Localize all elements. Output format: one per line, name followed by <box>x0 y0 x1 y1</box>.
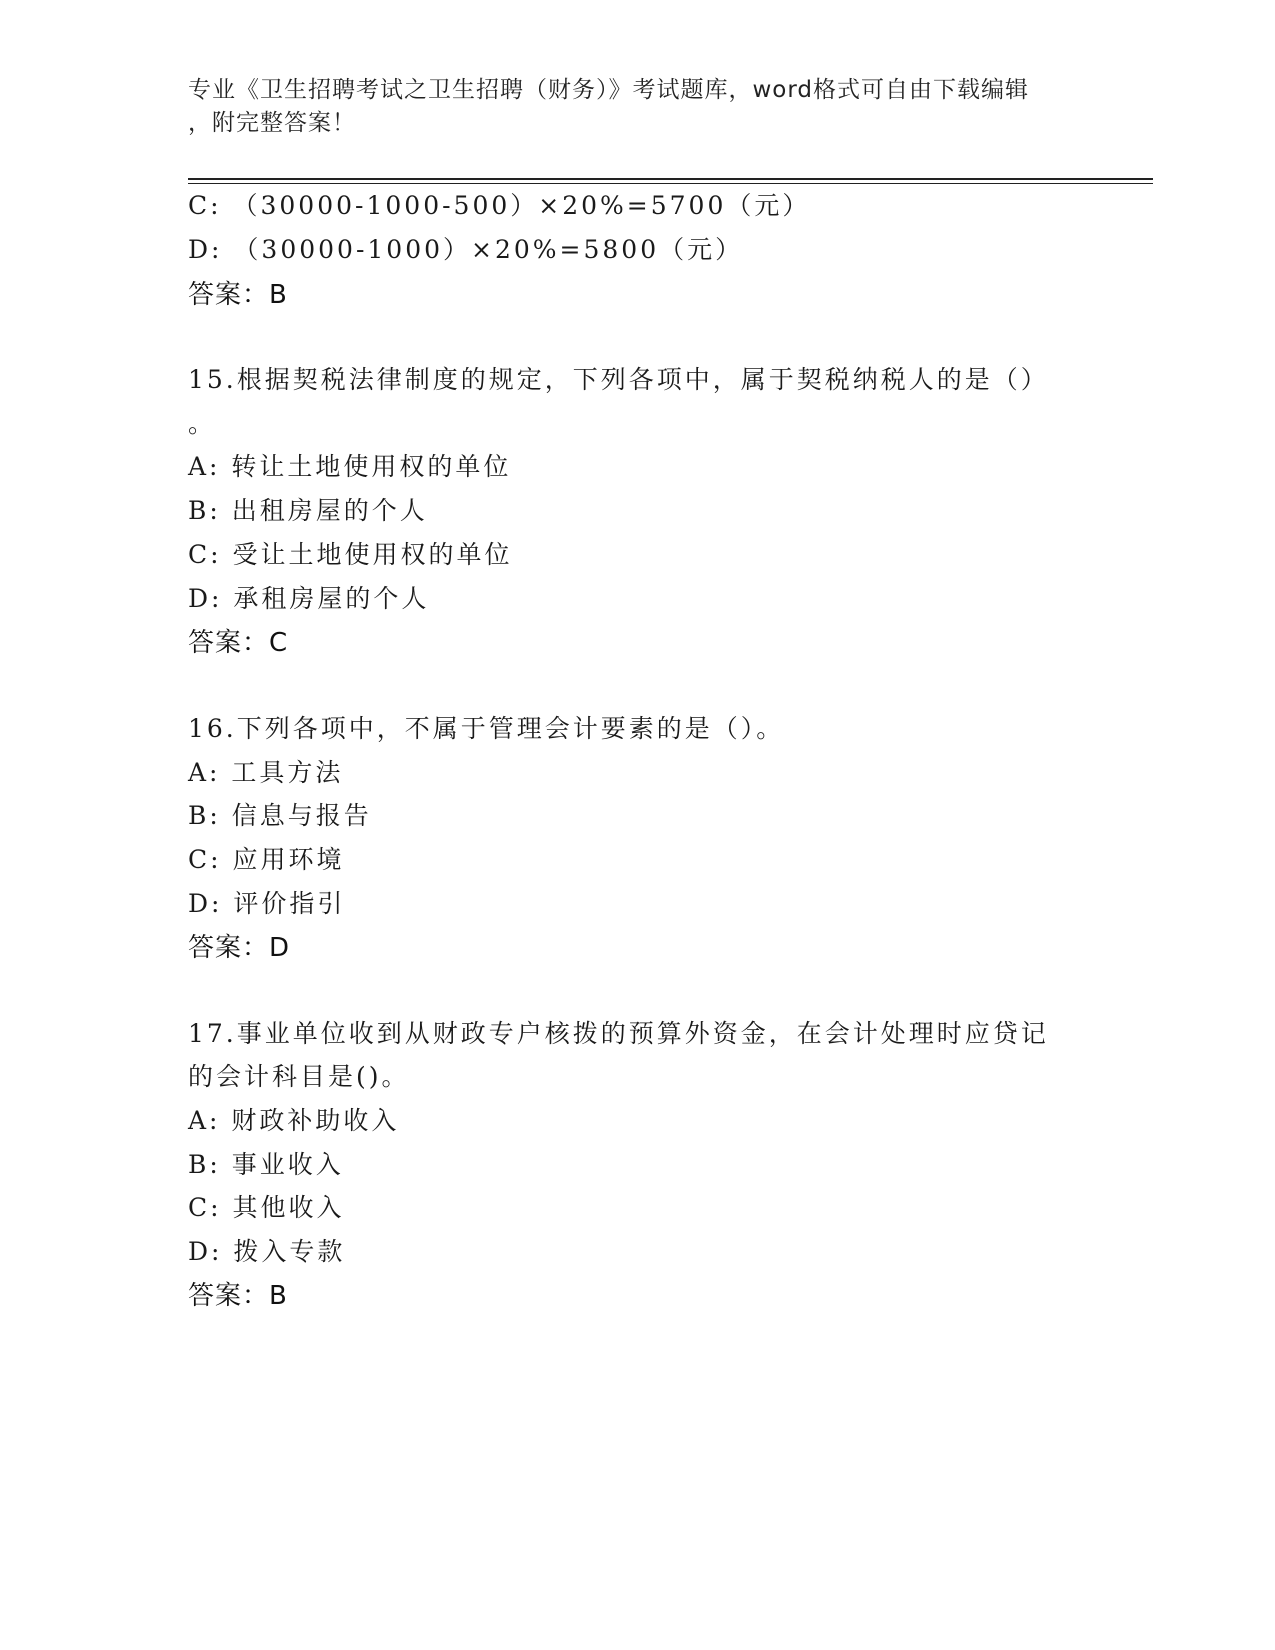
q17-option-b: B: 事业收入 <box>188 1150 344 1179</box>
header-rule-thin <box>188 183 1153 184</box>
document-header <box>188 74 1088 140</box>
q15-option-b: B: 出租房屋的个人 <box>188 496 428 525</box>
q17-stem-line-2: 的会计科目是()。 <box>188 1062 410 1091</box>
q17-option-d: D: 拨入专款 <box>188 1237 346 1266</box>
q15-option-d: D: 承租房屋的个人 <box>188 584 430 613</box>
q16-option-c: C: 应用环境 <box>188 845 345 874</box>
q16-option-d: D: 评价指引 <box>188 889 346 918</box>
q16-stem: 16.下列各项中，不属于管理会计要素的是（）。 <box>188 714 785 743</box>
q15-stem-line-2: 。 <box>188 409 217 438</box>
header-line-1: 专业《卫生招聘考试之卫生招聘（财务）》考试题库，word格式可自由下载编辑 <box>188 77 1030 103</box>
q14-option-d: D: （30000-1000）×20%=5800（元） <box>188 235 744 264</box>
q15-option-c: C: 受让土地使用权的单位 <box>188 540 513 569</box>
q16-answer: 答案：D <box>188 933 291 963</box>
q17-option-a: A: 财政补助收入 <box>188 1106 400 1135</box>
q14-answer: 答案：B <box>188 280 288 310</box>
q17-stem-line-1: 17.事业单位收到从财政专户核拨的预算外资金，在会计处理时应贷记 <box>188 1019 1049 1048</box>
q15-option-a: A: 转让土地使用权的单位 <box>188 452 512 481</box>
q17-answer: 答案：B <box>188 1281 288 1311</box>
q15-stem-line-1: 15.根据契税法律制度的规定，下列各项中，属于契税纳税人的是（） <box>188 365 1049 394</box>
q16-option-b: B: 信息与报告 <box>188 801 372 830</box>
header-rule-thick <box>188 178 1153 180</box>
q16-option-a: A: 工具方法 <box>188 758 344 787</box>
q17-option-c: C: 其他收入 <box>188 1193 345 1222</box>
q15-answer: 答案：C <box>188 628 289 658</box>
q14-option-c: C: （30000-1000-500）×20%=5700（元） <box>188 191 811 220</box>
header-line-2: ，附完整答案！ <box>188 110 356 136</box>
